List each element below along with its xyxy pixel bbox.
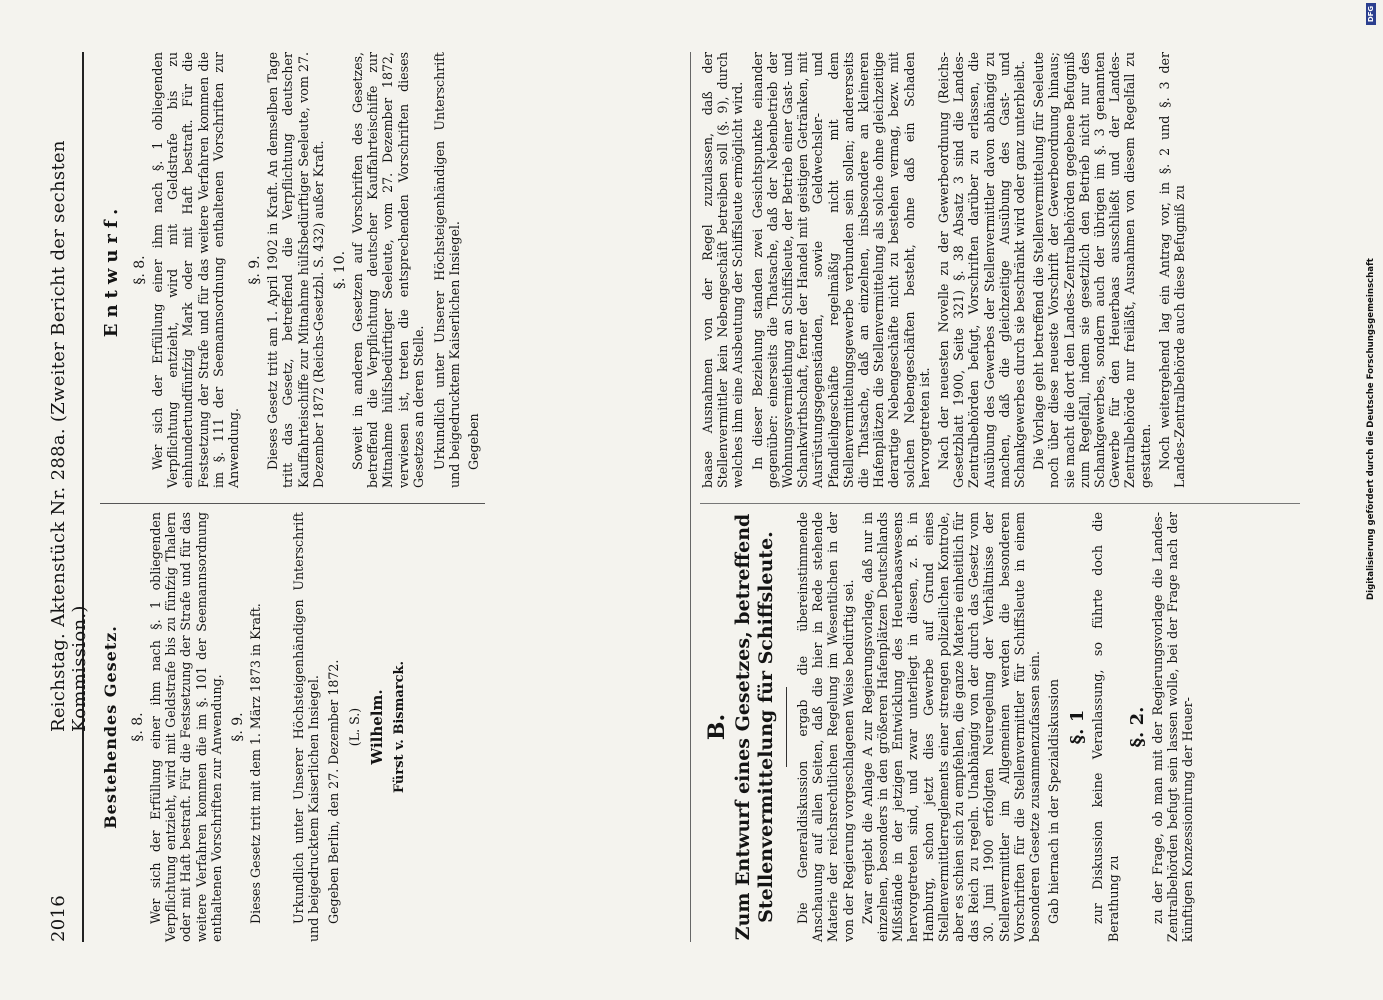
page-header: [42, 52, 90, 942]
existing-law-column: [95, 512, 413, 942]
report-left-column: [700, 512, 1199, 942]
section-8-text: Wer sich der Erfüllung einer ihm nach §. 1 obliegenden Verpflichtung entzieht, wird mit Geldstrafe bis zu fünfzig Thalern oder mit Haft bestraft. Für die Festsetzung der Strafe und für das weitere Verfahren kommen die im §. 101 der Seemannsordnung enthaltenen Vorschriften zur Anwendung.: [148, 512, 224, 942]
section-divider: [690, 52, 691, 942]
report-right-paragraph-3: Nach der neuesten Novelle zu der Gewerbeordnung (Reichs-Gesetzblatt 1900, Seite 321) §. 38 Absatz 3 sind die Landes-Zentralbehörden befugt, Vorschriften darüber zu erlassen, die Ausübung des Gewerbes der Stellenvermittler davon abhängig zu machen, daß die gleichzeitige Ausübung des Gast- und Schankgewerbes durch sie beschränkt wird oder ganz unterbleibt.: [936, 52, 1028, 488]
title-rule: [786, 687, 787, 767]
report-paragraph-1: Die Generaldiskussion ergab die übereinstimmende Anschauung auf allen Seiten, daß die hier in Rede stehende Materie der reichsrechtlichen Regelung im Wesentlichen in der von der Regierung vorgeschlagenen Weise bedürftig sei.: [795, 512, 856, 942]
report-paragraph-2: Zwar ergiebt die Anlage A zur Regierungsvorlage, daß nur in einzelnen, besonders in den größeren Hafenplätzen Deutschlands Mißstände in der jetzigen Entwicklung des Heuerbaaswesens hervorgetreten sind, und zwar unterliegt in diesen, z. B. in Hamburg, schon jetzt dies Gewerbe auf Grund eines Stellenvermittlerreglements einer strengen polizeilichen Kontrole, aber es schien sich zu empfehlen, die ganze Materie einheitlich für das Reich zu regeln. Unabhängig von der durch das Gesetz vom 30. Juni 1900 erfolgten Neuregelung der Verhältnisse der Stellenvermittler im Allgemeinen werden die besonderen Vorschriften für die Stellenvermittler für Schiffsleute in einem besonderen Gesetze zusammenzufassen sein.: [859, 512, 1043, 942]
section-8-label: §. 8.: [130, 712, 146, 742]
section-b-title: Zum Entwurf eines Gesetzes, betreffend Stellenvermittelung für Schiffsleute.: [732, 513, 777, 941]
draft-section-8-label: §. 8.: [132, 255, 148, 285]
closing-formula: Urkundlich unter Unserer Höchsteigenhändigen Unterschrift und beigedrucktem Kaiserlichen Insiegel.: [291, 512, 322, 942]
report-right-paragraph-4: Die Vorlage geht betreffend die Stellenvermittelung für Seeleute noch über diese neueste Vorschrift der Gewerbeordnung hinaus; sie macht die dort den Landes-Zentralbehörden gegebene Befugniß zum Regelfall, indem sie gesetzlich den Betrieb nicht nur des Schankgewerbes, sondern auch der übrigen im §. 3 genannten Gewerbe für den Heuerbaas ausschließt und der Landes-Zentralbehörde nur freiläßt, Ausnahmen von diesem Regelfall zu gestatten.: [1031, 52, 1153, 488]
given-date: Gegeben Berlin, den 27. Dezember 1872.: [325, 659, 341, 924]
digitization-credit: Digitalisierung gefördert durch die Deutsche Forschungsgemeinschaft: [1366, 258, 1376, 600]
draft-section-9-text: Dieses Gesetz tritt am 1. April 1902 in Kraft. An demselben Tage tritt das Gesetz, betreffend die Verpflichtung deutscher Kauffahrteischiffe zur Mitnahme hülfsbedürftiger Seeleute, vom 27. Dezember 1872 (Reichs-Gesetzbl. S. 432) außer Kraft.: [265, 52, 326, 488]
draft-section-10-label: §. 10.: [332, 250, 349, 290]
draft-given: Gegeben: [466, 413, 482, 470]
dfg-logo: DFG: [1366, 3, 1376, 25]
report-column-divider: [700, 503, 1300, 504]
existing-law-heading: Bestehendes Gesetz.: [101, 625, 120, 829]
section-b-letter: B.: [704, 713, 730, 741]
draft-closing-formula: Urkundlich unter Unserer Höchsteigenhändigen Unterschrift und beigedrucktem Kaiserlichen Insiegel.: [432, 52, 463, 488]
running-title: Reichstag. Aktenstück Nr. 288a. (Zweiter Bericht der sechsten Kommission.): [48, 140, 90, 732]
report-right-column: [700, 52, 1191, 488]
draft-section-9-label: §. 9.: [247, 255, 264, 285]
draft-column: [95, 52, 486, 488]
report-right-paragraph-5: Noch weitergehend lag ein Antrag vor, in §. 2 und §. 3 der Landes-Zentralbehörde auch diese Befugniß zu: [1156, 52, 1188, 488]
report-paragraph-4: zur Diskussion keine Veranlassung, so führte doch die Berathung zu: [1090, 512, 1121, 942]
column-divider: [100, 503, 485, 504]
report-right-paragraph-1: baase Ausnahmen von der Regel zuzulassen, daß der Stellenvermittler kein Nebengeschäft betreiben soll (§. 9), durch welches ihm eine Ausbeutung der Schiffsleute ermöglicht wird.: [700, 52, 746, 488]
seal-mark: (L. S.): [346, 707, 362, 747]
section-9-text: Dieses Gesetz tritt mit dem 1. März 1873 in Kraft.: [248, 603, 264, 924]
draft-section-8-text: Wer sich der Erfüllung einer ihm nach §. 1 obliegenden Verpflichtung entzieht, wird mit Geldstrafe bis zu einhundertundfünfzig Mark oder mit Haft bestraft. Für die Festsetzung der Strafe und für das weitere Verfahren kommen die im §. 111 der Seemannsordnung enthaltenen Vorschriften zur Anwendung.: [150, 52, 242, 488]
section-9-label: §. 9.: [230, 712, 247, 742]
paragraph-1-heading: §. 1: [1067, 709, 1089, 745]
report-paragraph-3: Gab hiernach in der Spezialdiskussion: [1046, 679, 1062, 924]
draft-section-10-text: Soweit in anderen Gesetzen auf Vorschriften des Gesetzes, betreffend die Verpflichtung deutscher Kauffahrteischiffe zur Mitnahme hülfsbedürftiger Seeleute, vom 27. Dezember 1872, verwiesen ist, treten die entsprechenden Vorschriften dieses Gesetzes an deren Stelle.: [350, 52, 426, 488]
draft-heading: Entwurf.: [101, 202, 122, 338]
report-paragraph-5: zu der Frage, ob man mit der Regierungsvorlage die Landes-Zentralbehörden befugt sein lassen wolle, bei der Frage nach der künftigen Konzessionirung der Heuer-: [1149, 512, 1196, 942]
paragraph-2-heading: §. 2.: [1126, 706, 1148, 748]
page-number: 2016: [48, 894, 69, 942]
report-right-paragraph-2: In dieser Beziehung standen zwei Gesichtspunkte einander gegenüber: einerseits die Thatsache, daß der Nebenbetrieb der Wohnungsvermiethung an Schiffsleute, der Betrieb einer Gast- und Schankwirthschaft, ferner der Handel mit geistigen Getränken, mit Ausrüstungsgegenständen, sowie Geldwechsler- und Pfandleihgeschäfte regelmäßig nicht mit dem Stellenvermittelungsgewerbe verbunden sein sollen; andererseits die Thatsache, daß an einzelnen, insbesondere an kleineren Hafenplätzen die Stellenvermittelung als solche ohne gleichzeitige derartige Nebengeschäfte nicht zu bestehen vermag, bezw. mit solchen Nebengeschäften besteht, ohne daß ein Schaden hervorgetreten ist.: [749, 52, 932, 488]
signature-bismarck: Fürst v. Bismarck.: [392, 660, 408, 794]
signature-wilhelm: Wilhelm.: [368, 689, 387, 765]
